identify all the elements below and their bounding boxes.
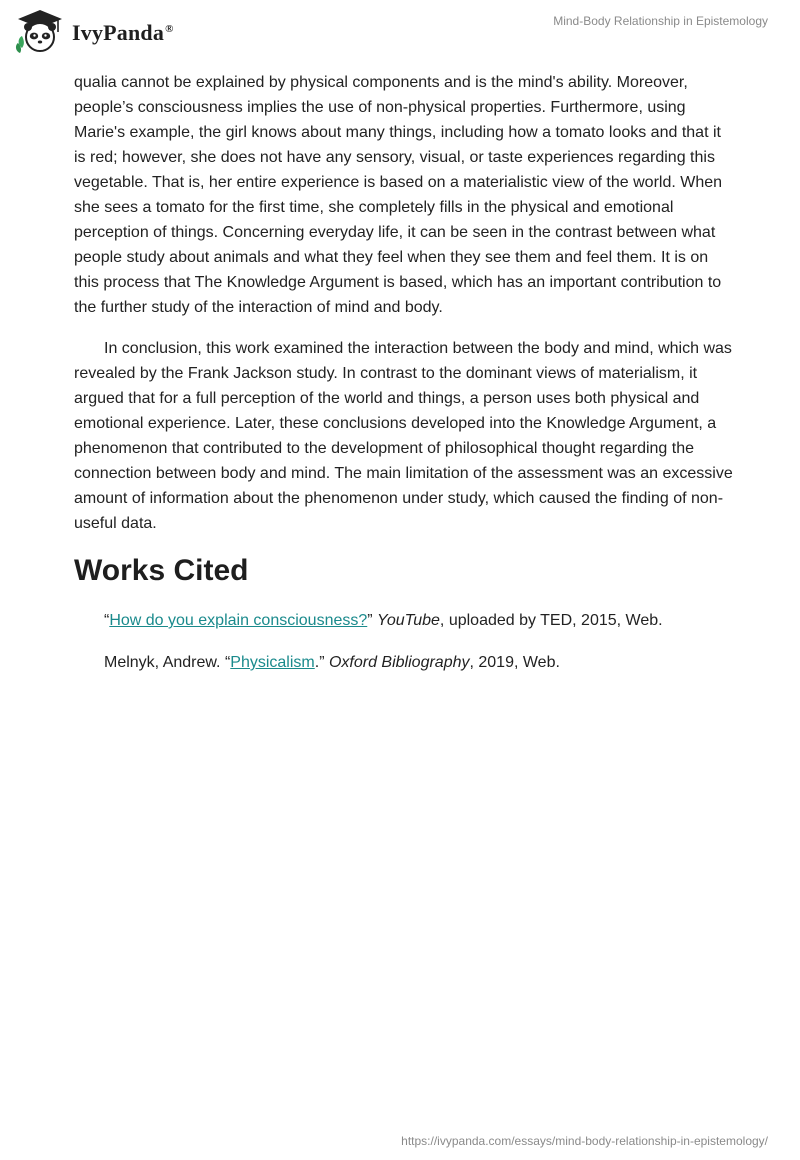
essay-content	[74, 70, 734, 692]
citation-entry: Melnyk, Andrew. “Physicalism.” Oxford Bibliography, 2019, Web.	[104, 654, 560, 671]
page-header	[0, 0, 800, 70]
body-paragraph: qualia cannot be explained by physical components and is the mind's ability. Moreover, people’s consciousness implies the use of non-physical properties. Furthermore, using Marie's example, the girl knows about many things, including how a tomato looks and that it is red; however, she does not have any sensory, visual, or taste experiences regarding this vegetable. That is, her entire experience is based on a materialistic view of the world. When she sees a tomato for the first time, she completely fills in the physical and emotional perception of things. Concerning everyday life, it can be seen in the contrast between what people study about animals and what they feel when they see them and feel them. It is on this process that The Knowledge Argument is based, which has an important contribution to the further study of the interaction of mind and body.	[74, 74, 723, 316]
panda-graduate-icon	[14, 8, 66, 54]
citation-source: Oxford Bibliography	[328, 654, 470, 671]
conclusion-paragraph: In conclusion, this work examined the interaction between the body and mind, which was revealed by the Frank Jackson study. In contrast to the dominant views of materialism, it argued that for a full perception of the world and things, a person uses both physical and emotional experience. Later, these conclusions developed into the Knowledge Argument, a phenomenon that contributed to the development of philosophical thought regarding the connection between body and mind. The main limitation of the assessment was an excessive amount of information about the phenomenon under study, which caused the finding of non-useful data.	[74, 340, 733, 532]
works-cited-heading: Works Cited	[74, 554, 249, 587]
citation-link[interactable]: How do you explain consciousness?	[109, 612, 368, 629]
ivypanda-logo[interactable]	[14, 8, 174, 54]
document-title: Mind-Body Relationship in Epistemology	[553, 14, 768, 28]
citation-link[interactable]: Physicalism	[230, 654, 315, 671]
citation-entry: “How do you explain consciousness?” YouTube, uploaded by TED, 2015, Web.	[104, 612, 663, 629]
brand-name: IvyPanda®	[72, 20, 174, 45]
citation-source: YouTube	[377, 612, 440, 629]
page-url: https://ivypanda.com/essays/mind-body-relationship-in-epistemology/	[401, 1134, 768, 1148]
